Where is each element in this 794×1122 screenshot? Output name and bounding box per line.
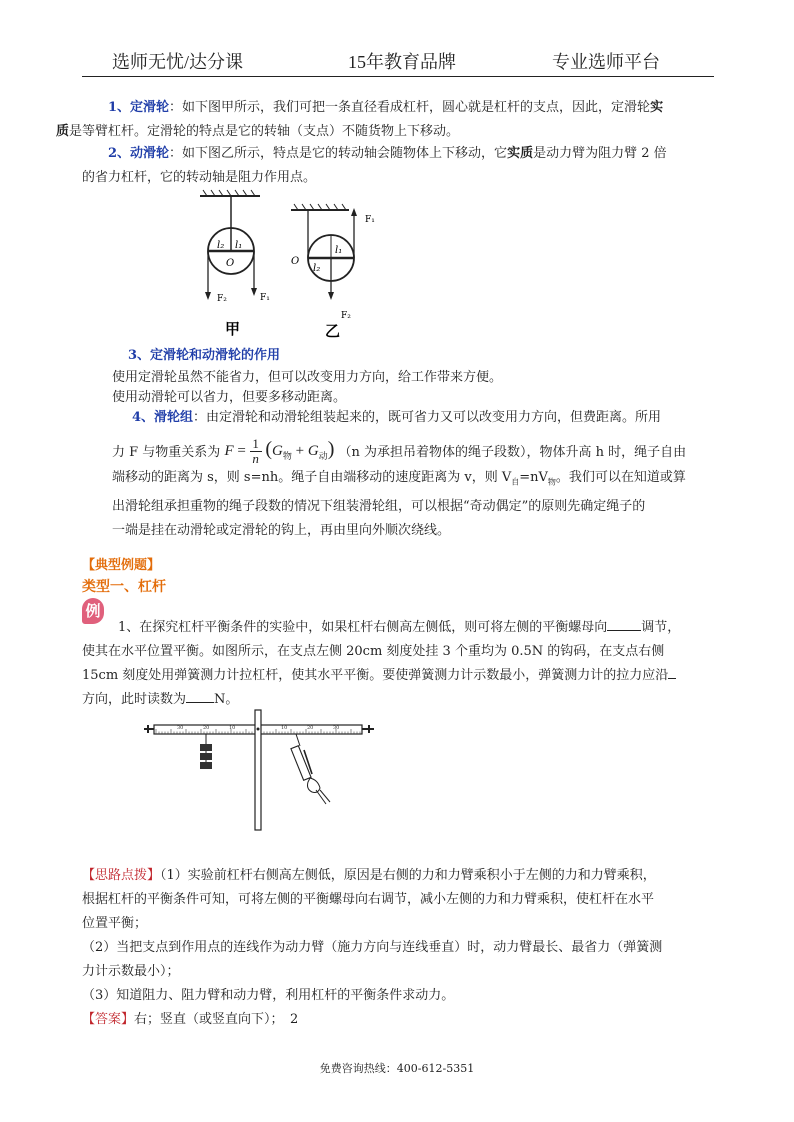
label-yi: 乙 xyxy=(325,322,341,340)
formula-g2: G xyxy=(307,443,319,459)
q1-text-a: 1、在探究杠杆平衡条件的实验中，如果杠杆右侧高左侧低，则可将左侧的平衡螺母向 xyxy=(118,620,608,635)
bold-text: 实 xyxy=(650,100,664,115)
ruler-tick-label: 10 xyxy=(229,725,236,731)
pulley-function-title: 3、定滑轮和动滑轮的作用 xyxy=(128,348,281,363)
formula-g1: G xyxy=(272,443,283,459)
pulley-function-line-1: 使用定滑轮虽然不能省力，但可以改变用力方向，给工作带来方便。 xyxy=(112,370,503,385)
ruler-tick-label: 10 xyxy=(281,725,288,731)
formula-g2-sub: 动 xyxy=(318,451,328,461)
pulley-block-text-8: 一端是挂在动滑轮或定滑轮的钩上，再由里向外顺次绕线。 xyxy=(112,522,451,538)
pulley-block-text-3: （n 为承担吊着物体的绳子段数），物体升高 h 时，绳子自由 xyxy=(338,445,687,460)
section-fixed-pulley xyxy=(56,96,712,144)
formula-f: F xyxy=(224,443,234,459)
movable-pulley-text: ：如下图乙所示，特点是它的转动轴会随物体上下移动，它 xyxy=(169,146,508,161)
spring-scale xyxy=(291,734,330,804)
pivot-label-yi: O xyxy=(291,256,300,267)
q1-text-b: 调节， xyxy=(641,620,681,635)
formula-fraction xyxy=(250,437,262,466)
l2-label-yi: l₂ xyxy=(313,263,321,274)
answer-blank-1 xyxy=(607,618,641,631)
formula-line xyxy=(112,432,712,466)
answer-text: 右；竖直（或竖直向下）； 2 xyxy=(134,1012,299,1027)
l1-label: l₁ xyxy=(235,240,243,251)
lever-figure xyxy=(140,708,380,833)
pulley-block-text-2: 力 F 与物重关系为 xyxy=(112,445,221,460)
answer-blank-2 xyxy=(668,666,676,679)
answer-tag: 【答案】 xyxy=(82,1012,135,1027)
question-1 xyxy=(82,616,712,712)
pulley-block-text-1: ：由定滑轮和动滑轮组装起来的，既可省力又可以改变用力方向，但费距离。所用 xyxy=(193,410,662,425)
movable-pulley-text-3: 的省力杠杆，它的转动轴是阻力作用点。 xyxy=(82,170,317,185)
analysis-p2a: （2）当把支点到作用点的连线作为动力臂（施力方向与连线垂直）时，动力臂最长、最省力（弹簧测 xyxy=(82,940,663,955)
q1-text-c: 使其在水平位置平衡。如图所示，在支点左侧 20cm 刻度处挂 3 个重均为 0.5N 的钩码，在支点右侧 xyxy=(82,644,665,659)
movable-pulley-diagram xyxy=(291,204,375,340)
ruler-tick-label: 20 xyxy=(307,725,314,731)
ruler-tick-label: 30 xyxy=(333,725,340,731)
formula-den: n xyxy=(252,451,259,467)
analysis-p1b: 根据杠杆的平衡条件可知，可将左侧的平衡螺母向右调节，减小左侧的力和力臂乘积，使杠杆在水平 xyxy=(82,892,655,907)
type-one-heading: 类型一、杠杆 xyxy=(82,579,166,595)
sub-wu: 物 xyxy=(547,477,556,487)
fixed-pulley-text: ：如下图甲所示，我们可把一条直径看成杠杆，圆心就是杠杆的支点，因此，定滑轮 xyxy=(169,100,651,115)
formula-plus: + xyxy=(295,443,305,459)
pulley-block-text-5: =nV xyxy=(519,470,548,485)
formula-eq: = xyxy=(237,443,246,459)
formula-g1-sub: 物 xyxy=(282,451,292,461)
f1-label: F₁ xyxy=(260,293,270,303)
example-badge: 例 xyxy=(82,598,104,624)
pulley-block-title: 4、滑轮组 xyxy=(132,410,194,425)
fixed-pulley-diagram xyxy=(200,190,270,338)
f2-label: F₂ xyxy=(217,294,227,304)
label-jia: 甲 xyxy=(225,320,241,338)
movable-pulley-title: 2、动滑轮 xyxy=(108,146,170,161)
analysis-p3: （3）知道阻力、阻力臂和动力臂，利用杠杆的平衡条件求动力。 xyxy=(82,988,455,1003)
section-pulley-function xyxy=(82,344,712,408)
header-rule xyxy=(82,76,714,77)
analysis-p1a: （1）实验前杠杆右侧高左侧低，原因是右侧的力和力臂乘积小于左侧的力和力臂乘积， xyxy=(160,868,656,883)
section-pulley-block xyxy=(112,406,712,543)
fixed-pulley-title: 1、定滑轮 xyxy=(108,100,170,115)
l2-label: l₂ xyxy=(217,240,225,251)
bold-text: 实质 xyxy=(507,146,534,161)
answer-blank-3 xyxy=(186,690,214,703)
footer-hotline: 免费咨询热线：400-612-5351 xyxy=(319,1062,475,1075)
sub-zi: 自 xyxy=(511,477,520,487)
bold-text: 质 xyxy=(56,124,70,139)
analysis-tag: 【思路点拨】 xyxy=(82,868,161,883)
pulley-block-text-4: 端移动的距离为 s，则 s=nh。绳子自由端移动的速度距离为 v，则 V xyxy=(112,470,512,485)
f1-label-yi: F₁ xyxy=(365,215,375,225)
l1-label-yi: l₁ xyxy=(335,245,343,256)
section-movable-pulley xyxy=(82,142,712,190)
q1-text-d: 15cm 刻度处用弹簧测力计拉杠杆，使其水平平衡。要使弹簧测力计示数最小，弹簧测力计的拉力应沿 xyxy=(82,668,669,683)
header-center: 15年教育品牌 xyxy=(348,52,456,72)
formula-num: 1 xyxy=(252,436,259,452)
header-right: 专业选师平台 xyxy=(552,52,660,72)
q1-text-f: N。 xyxy=(214,692,239,707)
examples-heading: 【典型例题】 xyxy=(82,558,161,573)
pivot-label: O xyxy=(226,258,235,269)
hook-weights xyxy=(200,744,212,769)
fixed-pulley-text-2: 是等臂杠杆。定滑轮的特点是它的转轴（支点）不随货物上下移动。 xyxy=(69,124,460,139)
analysis-p2b: 力计示数最小）； xyxy=(82,964,180,979)
movable-pulley-text-2: 是动力臂为阻力臂 2 倍 xyxy=(533,146,667,161)
pivot-point xyxy=(257,728,260,731)
pulley-figure xyxy=(195,188,395,344)
header-left: 选师无忧/达分课 xyxy=(112,52,244,72)
pulley-block-text-7: 出滑轮组承担重物的绳子段数的情况下组装滑轮组，可以根据“奇动偶定”的原则先确定绳子的 xyxy=(112,498,646,514)
pulley-block-text-6: 。我们可以在知道或算 xyxy=(555,470,686,485)
f2-label-yi: F₂ xyxy=(341,311,351,321)
analysis-p1c: 位置平衡； xyxy=(82,916,148,931)
ruler-tick-label: 30 xyxy=(177,725,184,731)
pulley-function-line-2: 使用动滑轮可以省力，但要多移动距离。 xyxy=(112,390,347,405)
ruler-tick-label: 20 xyxy=(203,725,210,731)
formula: F = $\frac{1}{n}$ $(G_物 + G_动)$ xyxy=(224,436,335,467)
q1-text-e: 方向，此时读数为 xyxy=(82,692,187,707)
analysis-block xyxy=(82,864,722,1032)
